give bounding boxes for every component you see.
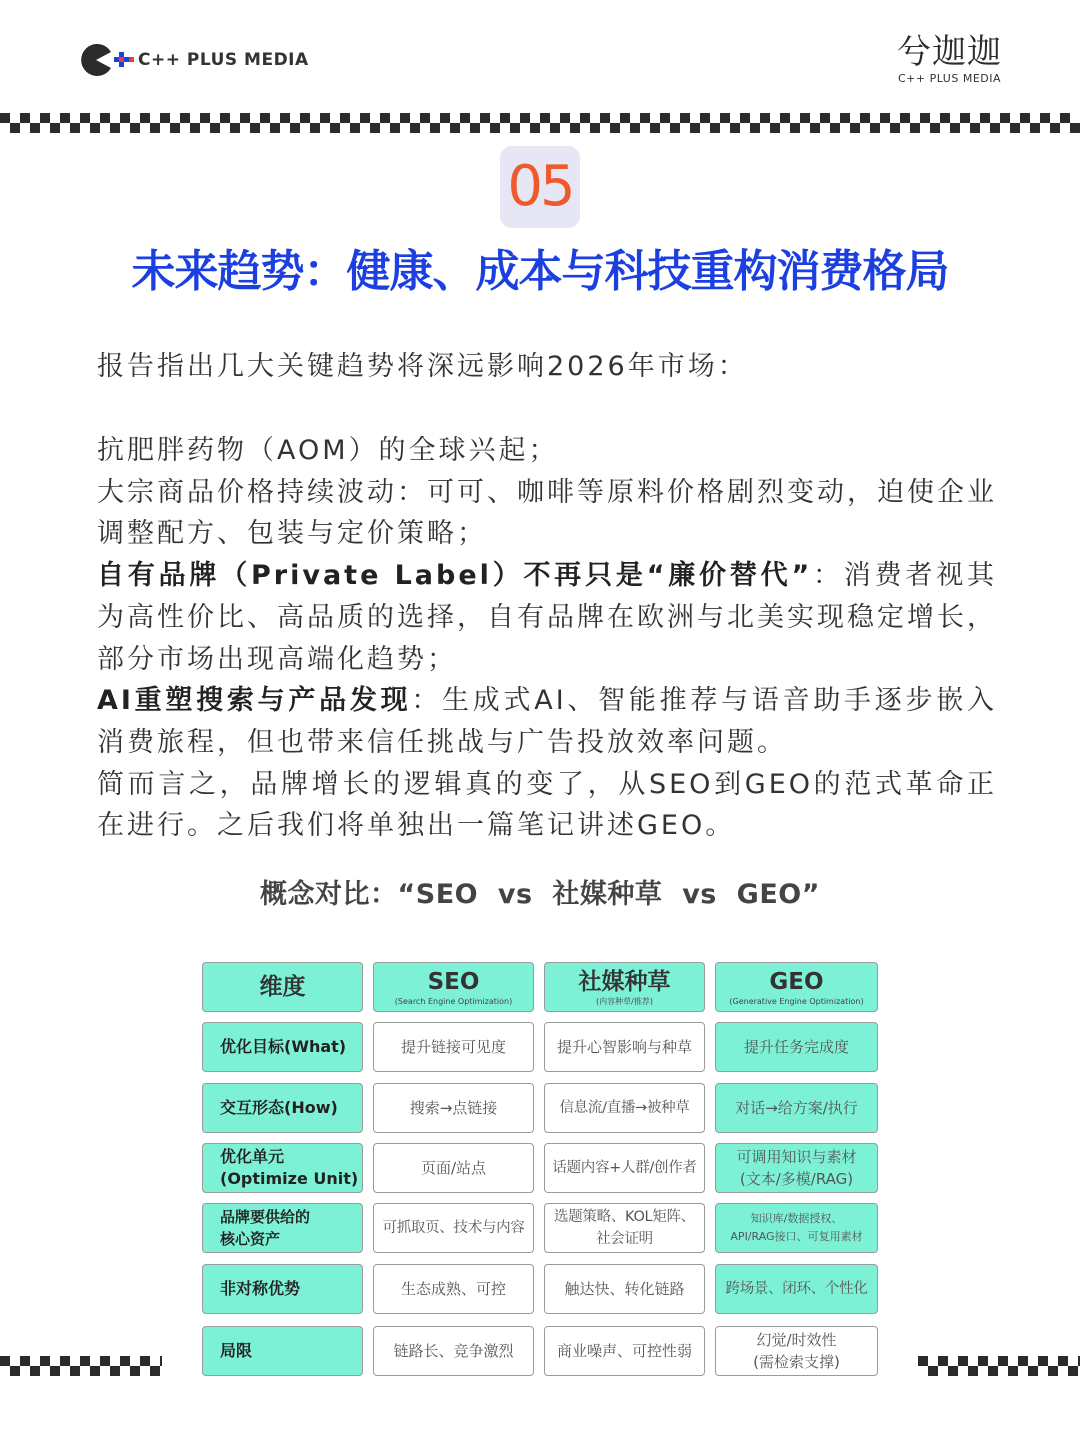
table-cell: 可抓取页、技术与内容 (373, 1203, 534, 1253)
brand-left-text: C++ PLUS MEDIA (138, 50, 309, 70)
table-cell: 页面/站点 (373, 1143, 534, 1193)
table-cell: 知识库/数据授权、 API/RAG接口、可复用素材 (715, 1203, 878, 1253)
brand-right-en: C++ PLUS MEDIA (897, 72, 1002, 85)
section-number: 05 (500, 146, 580, 228)
section-title: 未来趋势：健康、成本与科技重构消费格局 (131, 246, 949, 297)
table-cell: 链路长、竞争激烈 (373, 1326, 534, 1376)
table-cell: 搜索→点链接 (373, 1083, 534, 1133)
comparison-table (202, 962, 878, 1380)
row-label-unit: 优化单元 (Optimize Unit) (202, 1143, 363, 1193)
row-label-goal: 优化目标(What) (202, 1022, 363, 1072)
table-cell: 选题策略、KOL矩阵、 社会证明 (544, 1203, 705, 1253)
column-header-label: GEO (769, 968, 824, 995)
comparison-title: 概念对比：“SEO vs 社媒种草 vs GEO” (260, 879, 820, 910)
brand-right-cn: 兮迦迦 (897, 32, 1002, 72)
table-cell: 提升任务完成度 (715, 1022, 878, 1072)
checker-strip-bottom-right (918, 1356, 1080, 1376)
trend-item-ai-text: ：生成式AI、智能推荐与语音助手逐步嵌入消费旅程，但也带来信任挑战与广告投放效率问题。 (97, 685, 997, 758)
intro-paragraph: 报告指出几大关键趋势将深远影响2026年市场： (97, 351, 748, 382)
table-cell: 生态成熟、可控 (373, 1264, 534, 1314)
trend-item-private-label-heading: 自有品牌（Private Label）不再只是“廉价替代” (97, 560, 813, 592)
column-header-sub: (Search Engine Optimization) (394, 996, 513, 1006)
row-label-interaction: 交互形态(How) (202, 1083, 363, 1133)
summary-paragraph: 简而言之，品牌增长的逻辑真的变了，从SEO到GEO的范式革命正在进行。之后我们将单独出一篇笔记讲述GEO。 (97, 768, 997, 842)
trend-item-private-label (97, 555, 997, 680)
trend-item-ai (97, 680, 997, 763)
checker-strip-bottom-left (0, 1356, 162, 1376)
trend-item-ai-heading: AI重塑搜索与产品发现 (97, 685, 412, 717)
table-cell: 商业噪声、可控性弱 (544, 1326, 705, 1376)
trend-list (97, 430, 997, 847)
column-header-label: 社媒种草 (578, 968, 671, 995)
intro-text (97, 346, 997, 388)
table-cell: 提升心智影响与种草 (544, 1022, 705, 1072)
brand-right (897, 32, 1002, 85)
table-cell: 信息流/直播→被种草 (544, 1083, 705, 1133)
table-cell: 对话→给方案/执行 (715, 1083, 878, 1133)
table-cell: 跨场景、闭环、个性化 (715, 1264, 878, 1314)
header (0, 0, 1080, 110)
column-header-sub: (内容种草/推荐) (596, 996, 653, 1006)
column-header-label: SEO (427, 968, 480, 995)
table-cell: 触达快、转化链路 (544, 1264, 705, 1314)
table-cell: 话题内容+人群/创作者 (544, 1143, 705, 1193)
checker-strip-top (0, 113, 1080, 133)
column-header-social (544, 962, 705, 1012)
table-cell: 可调用知识与素材 (文本/多模/RAG) (715, 1143, 878, 1193)
trend-item-private-label-text: ：消费者视其为高性价比、高品质的选择，自有品牌在欧洲与北美实现稳定增长，部分市场出现高端化趋势； (97, 560, 998, 675)
table-corner-cell (202, 962, 363, 1012)
row-label-assets: 品牌要供给的 核心资产 (202, 1203, 363, 1253)
trend-item-aom: 抗肥胖药物（AOM）的全球兴起； (97, 435, 559, 466)
brand-left (78, 42, 309, 78)
column-header-seo (373, 962, 534, 1012)
corner-label: 维度 (259, 974, 306, 1000)
row-label-limitation: 局限 (202, 1326, 363, 1376)
cpp-logo-icon (78, 42, 136, 78)
column-header-geo (715, 962, 878, 1012)
row-label-advantage: 非对称优势 (202, 1264, 363, 1314)
trend-item-commodity: 大宗商品价格持续波动：可可、咖啡等原料价格剧烈变动，迫使企业调整配方、包装与定价策略； (97, 476, 997, 550)
table-cell: 提升链接可见度 (373, 1022, 534, 1072)
column-header-sub: (Generative Engine Optimization) (729, 996, 864, 1006)
table-cell: 幻觉/时效性 (需检索支撑) (715, 1326, 878, 1376)
